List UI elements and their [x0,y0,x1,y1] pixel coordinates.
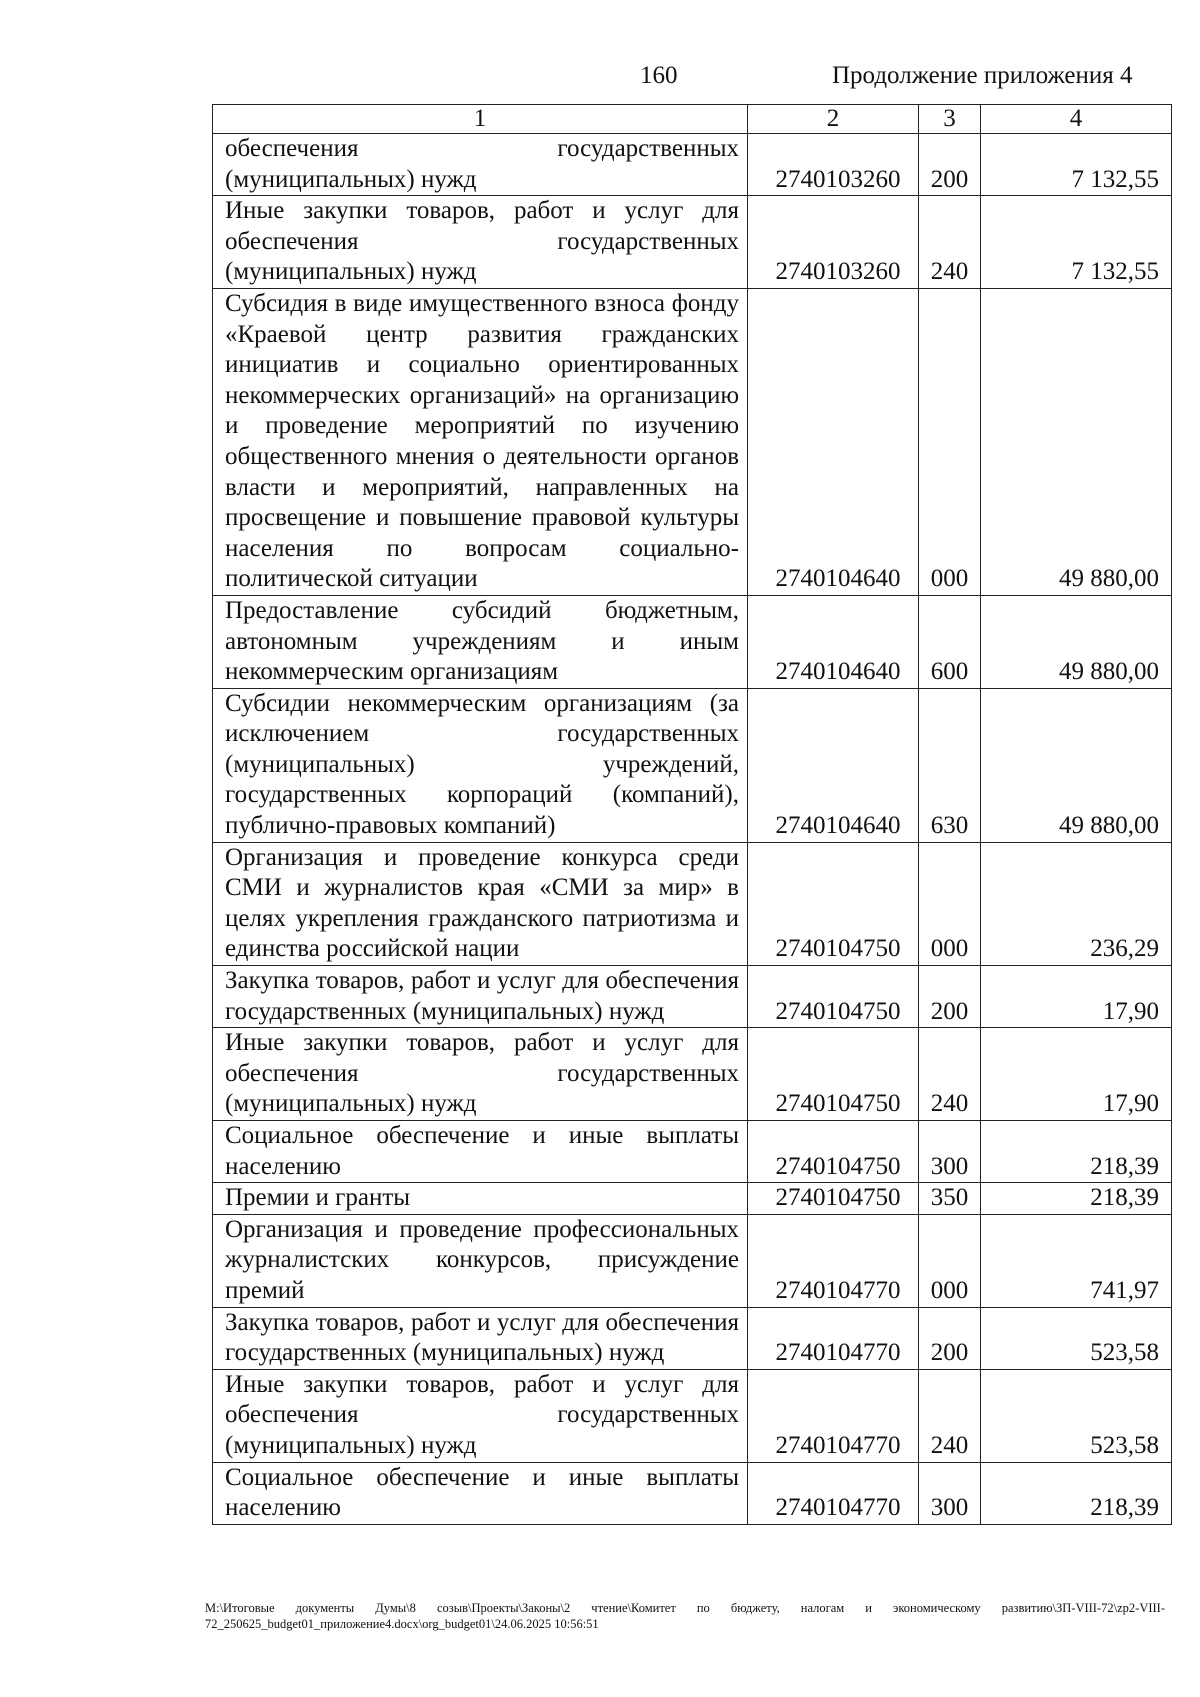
column-header-2: 2 [748,105,919,134]
table-row [213,1121,1172,1183]
row-type-cell: 300 [919,1121,981,1183]
column-header-3: 3 [919,105,981,134]
table-row [213,1183,1172,1215]
table-row [213,288,1172,595]
row-type-cell: 200 [919,966,981,1028]
row-name-cell: Организация и проведение профессиональных журналистских конкурсов, присуждение премий [213,1214,748,1307]
row-amount-cell: 218,39 [981,1462,1172,1524]
row-code-cell: 2740104640 [748,688,919,842]
row-type-cell: 350 [919,1183,981,1215]
table-row [213,842,1172,965]
column-header-1: 1 [213,105,748,134]
row-type-cell: 240 [919,196,981,289]
page-number: 160 [640,62,678,89]
row-type-cell: 000 [919,1214,981,1307]
row-type-cell: 300 [919,1462,981,1524]
budget-table [212,104,1172,1525]
row-code-cell: 2740104770 [748,1462,919,1524]
row-name-cell: Субсидия в виде имущественного взноса фонду «Краевой центр развития гражданских инициатив и социально ориентированных некоммерческих организаций» на организацию и проведение мероприятий по изучению общественного мнения о деятельности органов власти и мероприятий, направленных на просвещение и повышение правовой культуры населения по вопросам социально-политической ситуации [213,288,748,595]
table-row [213,1369,1172,1462]
table-row [213,1214,1172,1307]
row-amount-cell: 17,90 [981,1028,1172,1121]
table-row [213,1028,1172,1121]
row-code-cell: 2740104750 [748,966,919,1028]
row-code-cell: 2740104750 [748,1183,919,1215]
row-code-cell: 2740104750 [748,842,919,965]
row-amount-cell: 7 132,55 [981,196,1172,289]
row-name-cell: Закупка товаров, работ и услуг для обеспечения государственных (муниципальных) нужд [213,1307,748,1369]
column-number-row [213,105,1172,134]
row-amount-cell: 523,58 [981,1307,1172,1369]
row-type-cell: 600 [919,595,981,688]
row-name-cell: Иные закупки товаров, работ и услуг для обеспечения государственных (муниципальных) нужд [213,1369,748,1462]
row-amount-cell: 17,90 [981,966,1172,1028]
row-code-cell: 2740104640 [748,288,919,595]
row-code-cell: 2740103260 [748,134,919,196]
row-type-cell: 000 [919,842,981,965]
row-name-cell: Иные закупки товаров, работ и услуг для обеспечения государственных (муниципальных) нужд [213,1028,748,1121]
row-name-cell: Премии и гранты [213,1183,748,1215]
table-row [213,966,1172,1028]
row-code-cell: 2740104640 [748,595,919,688]
row-amount-cell: 218,39 [981,1121,1172,1183]
row-type-cell: 000 [919,288,981,595]
row-type-cell: 240 [919,1028,981,1121]
file-path-footer: M:\Итоговые документы Думы\8 созыв\Проекты\Законы\2 чтение\Комитет по бюджету, налогам и экономическому развитию\ЗП-VIII-72\zp2-VIII-72_250625_budget01_приложение4.docx\org_budget01\24.06.2025 10:56:51 [205,1601,1165,1631]
row-amount-cell: 7 132,55 [981,134,1172,196]
row-type-cell: 630 [919,688,981,842]
table-row [213,595,1172,688]
row-code-cell: 2740104770 [748,1307,919,1369]
row-name-cell: обеспечения государственных (муниципальных) нужд [213,134,748,196]
row-amount-cell: 49 880,00 [981,595,1172,688]
row-amount-cell: 49 880,00 [981,288,1172,595]
row-code-cell: 2740104770 [748,1214,919,1307]
table-row [213,134,1172,196]
row-type-cell: 200 [919,1307,981,1369]
row-name-cell: Закупка товаров, работ и услуг для обеспечения государственных (муниципальных) нужд [213,966,748,1028]
row-amount-cell: 741,97 [981,1214,1172,1307]
row-amount-cell: 49 880,00 [981,688,1172,842]
row-code-cell: 2740103260 [748,196,919,289]
row-code-cell: 2740104770 [748,1369,919,1462]
row-name-cell: Иные закупки товаров, работ и услуг для обеспечения государственных (муниципальных) нужд [213,196,748,289]
row-name-cell: Субсидии некоммерческим организациям (за исключением государственных (муниципальных) учреждений, государственных корпораций (компаний), публично-правовых компаний) [213,688,748,842]
row-amount-cell: 218,39 [981,1183,1172,1215]
row-name-cell: Социальное обеспечение и иные выплаты населению [213,1121,748,1183]
row-type-cell: 240 [919,1369,981,1462]
row-name-cell: Организация и проведение конкурса среди СМИ и журналистов края «СМИ за мир» в целях укрепления гражданского патриотизма и единства российской нации [213,842,748,965]
column-header-4: 4 [981,105,1172,134]
row-name-cell: Социальное обеспечение и иные выплаты населению [213,1462,748,1524]
row-amount-cell: 236,29 [981,842,1172,965]
table-row [213,1307,1172,1369]
row-name-cell: Предоставление субсидий бюджетным, автономным учреждениям и иным некоммерческим организациям [213,595,748,688]
table-row [213,1462,1172,1524]
row-amount-cell: 523,58 [981,1369,1172,1462]
annex-continuation-label: Продолжение приложения 4 [832,62,1133,89]
row-code-cell: 2740104750 [748,1028,919,1121]
table-row [213,688,1172,842]
table-row [213,196,1172,289]
row-code-cell: 2740104750 [748,1121,919,1183]
row-type-cell: 200 [919,134,981,196]
